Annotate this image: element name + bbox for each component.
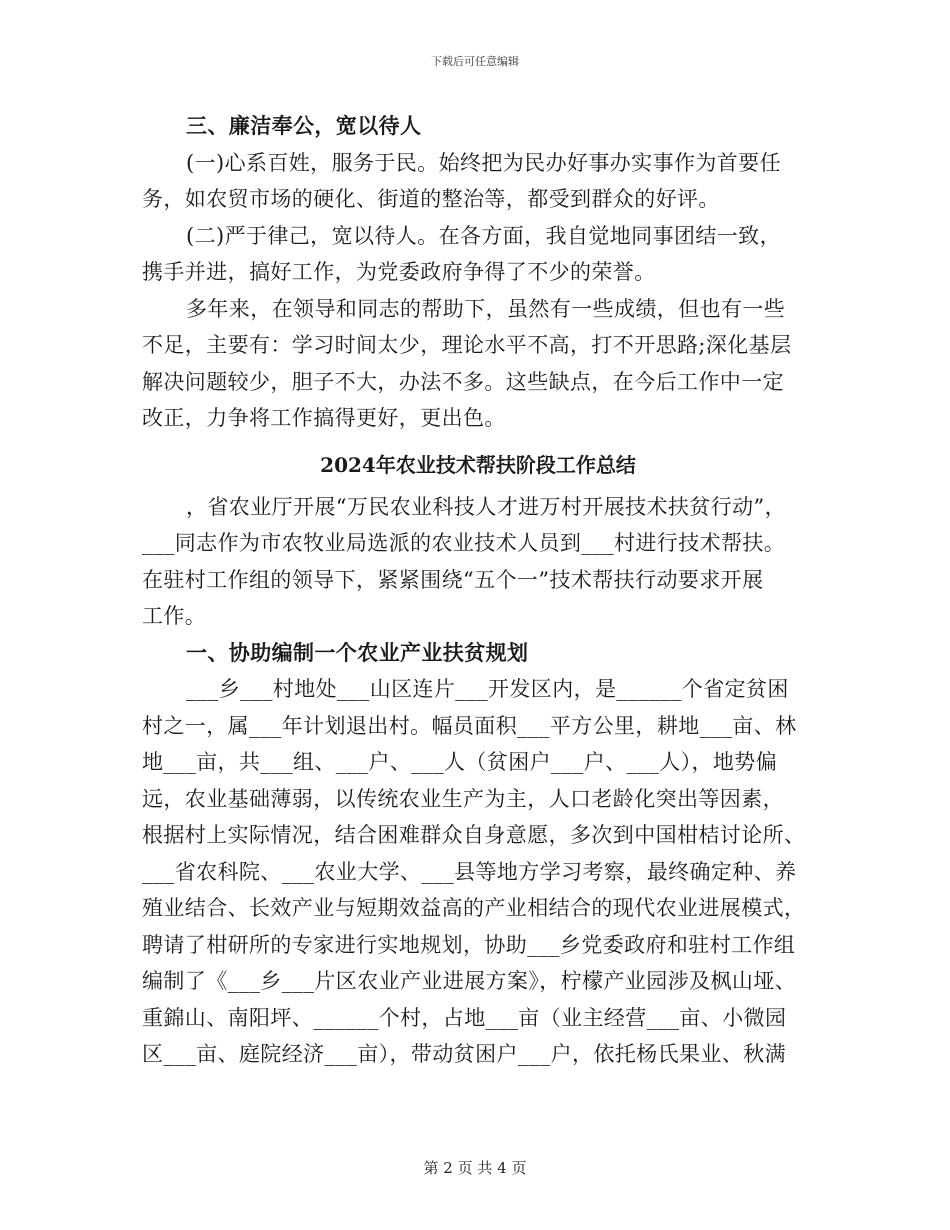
paragraph-line: 重錦山、南阳坪、______个村，占地___亩（业主经营___亩、小微园 [142,1005,787,1030]
page-number-footer: 第 2 页 共 4 页 [423,1159,527,1177]
paragraph-line: 殖业结合、长效产业与短期效益高的产业相结合的现代农业进展模式， [142,896,806,920]
paragraph-line: 解决问题较少，胆子不大，办法不多。这些缺点，在今后工作中一定 [142,369,784,394]
page-header-note: 下载后可任意编辑 [431,55,519,68]
paragraph-line: 编制了《___乡___片区农业产业进展方案》，柠檬产业园涉及枫山垭、 [142,969,797,993]
paragraph-line: (二)严于律己，宽以待人。在各方面，我自觉地同事团结一致， [186,223,781,248]
paragraph-line: 不足，主要有：学习时间太少，理论水平不高，打不开思路;深化基层 [142,333,792,357]
paragraph-line: 聘请了柑研所的专家进行实地规划，协助___乡党委政府和驻村工作组 [142,932,796,957]
paragraph-line: ，省农业厅开展“万民农业科技人才进万村开展技术扶贫行动”， [186,494,787,519]
paragraph-line: 区___亩、庭院经济___亩），带动贫困户___户，依托杨氏果业、秋满 [142,1042,786,1066]
paragraph-line: 携手并进，搞好工作，为党委政府争得了不少的荣誉。 [142,260,656,284]
document-body [142,108,814,1073]
paragraph-line: 多年来，在领导和同志的帮助下，虽然有一些成绩，但也有一些 [186,296,786,321]
section-heading: 一、协助编制一个农业产业扶贫规划 [186,639,529,665]
paragraph-line: 地___亩，共___组、___户、___人（贫困户___户、___人），地势偏 [142,750,778,774]
paragraph-line: 村之一，属___年计划退出村。幅员面积___平方公里，耕地___亩、林 [142,713,797,738]
paragraph-line: 改正，力争将工作搞得更好，更出色。 [142,406,506,430]
paragraph-line: ___乡___村地处___山区连片___开发区内，是______个省定贫困 [186,677,789,701]
paragraph-line: 务，如农贸市场的硬化、街道的整治等，都受到群众的好评。 [142,187,720,211]
paragraph-line: 工作。 [142,604,207,628]
section-heading: 三、廉洁奉公，宽以待人 [186,113,422,138]
paragraph-line: 根据村上实际情况，结合困难群众自身意愿，多次到中国柑桔讨论所、 [142,823,806,847]
document-title: 2024年农业技术帮扶阶段工作总结 [320,452,636,477]
paragraph-line: 远，农业基础薄弱，以传统农业生产为主，人口老龄化突出等因素， [142,786,784,811]
paragraph-line: ___同志作为市农牧业局选派的农业技术人员到___村进行技术帮扶。 [142,531,786,555]
paragraph-line: 在驻村工作组的领导下，紧紧围绕“五个一”技术帮扶行动要求开展 [142,567,764,592]
paragraph-line: (一)心系百姓，服务于民。始终把为民办好事办实事作为首要任 [186,150,781,175]
paragraph-line: ___省农科院、___农业大学、___县等地方学习考察，最终确定种、养 [142,859,797,884]
